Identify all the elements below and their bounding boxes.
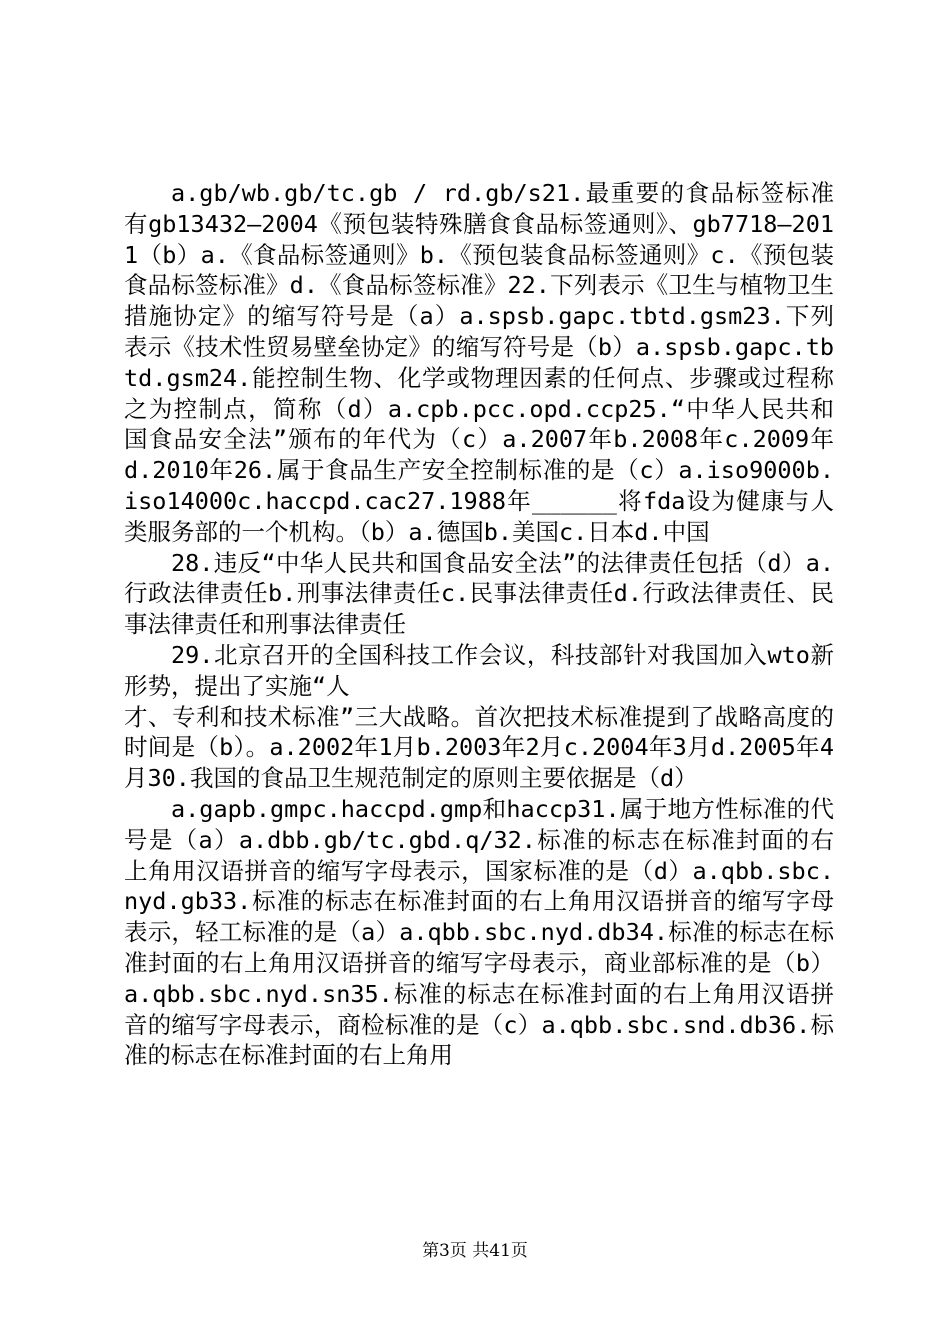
document-body [124, 178, 834, 1071]
page-number-footer: 第3页 共41页 [422, 1241, 528, 1261]
paragraph-question-29-start: 29.北京召开的全国科技工作会议，科技部针对我国加入wto新形势，提出了实施“人 [124, 640, 834, 700]
paragraph-questions-30-36: a.gapb.gmpc.haccpd.gmp和haccp31.属于地方性标准的代号是（a）a.dbb.gb/tc.gbd.q/32.标准的标志在标准封面的右上角用汉语拼音的缩写字母表示，国家标准的是（d）a.qbb.sbc.nyd.gb33.标准的标志在标准封面的右上角用汉语拼音的缩写字母表示，轻工标准的是（a）a.qbb.sbc.nyd.db34.标准的标志在标准封面的右上角用汉语拼音的缩写字母表示，商业部标准的是（b）a.qbb.sbc.nyd.sn35.标准的标志在标准封面的右上角用汉语拼音的缩写字母表示，商检标准的是（c）a.qbb.sbc.snd.db36.标准的标志在标准封面的右上角用 [124, 794, 834, 1070]
paragraph-standards-questions-21-27: a.gb/wb.gb/tc.gb / rd.gb/s21.最重要的食品标签标准有gb13432—2004《预包装特殊膳食食品标签通则》、gb7718—2011（b）a.《食品标签通则》b.《预包装食品标签通则》c.《预包装食品标签标准》d.《食品标签标准》22.下列表示《卫生与植物卫生措施协定》的缩写符号是（a）a.spsb.gapc.tbtd.gsm23.下列表示《技术性贸易壁垒协定》的缩写符号是（b）a.spsb.gapc.tbtd.gsm24.能控制生物、化学或物理因素的任何点、步骤或过程称之为控制点，简称（d）a.cpb.pcc.opd.ccp25.“中华人民共和国食品安全法”颁布的年代为（c）a.2007年b.2008年c.2009年d.2010年26.属于食品生产安全控制标准的是（c）a.iso9000b.iso14000c.haccpd.cac27.1988年______将fda设为健康与人类服务部的一个机构。（b）a.德国b.美国c.日本d.中国 [124, 179, 834, 546]
paragraph-question-28: 28.违反“中华人民共和国食品安全法”的法律责任包括（d）a.行政法律责任b.刑事法律责任c.民事法律责任d.行政法律责任、民事法律责任和刑事法律责任 [124, 548, 834, 639]
paragraph-question-29-30: 才、专利和技术标准”三大战略。首次把技术标准提到了战略高度的时间是（b）。a.2002年1月b.2003年2月c.2004年3月d.2005年4月30.我国的食品卫生规范制定的原则主要依据是（d） [124, 702, 834, 793]
